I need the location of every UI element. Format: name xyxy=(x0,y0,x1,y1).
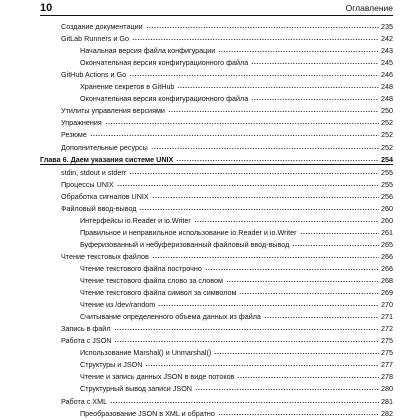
toc-entry-page: 266 xyxy=(381,263,393,273)
toc-row xyxy=(40,189,393,201)
toc-row xyxy=(40,309,393,321)
toc-entry-page: 260 xyxy=(381,203,393,213)
toc-row xyxy=(40,273,393,285)
dot-leader xyxy=(177,86,379,89)
toc-entry-page: 270 xyxy=(381,300,393,310)
toc-entry-title: Работа с JSON xyxy=(61,336,112,346)
toc-row xyxy=(40,55,393,67)
toc-entry-title: Окончательная версия конфигурационного файла xyxy=(80,94,249,104)
toc-entry-title: Утилиты управления версиями xyxy=(61,106,165,116)
toc-entry-title: Буферизованный и небуферизованный файловый ввод-вывод xyxy=(80,239,290,249)
dot-leader xyxy=(90,134,379,137)
dot-leader xyxy=(205,268,379,271)
toc-entry-title: GitLab Runners и Go xyxy=(61,34,129,44)
dot-leader xyxy=(264,316,379,319)
dot-leader xyxy=(176,159,379,162)
dot-leader xyxy=(158,304,379,307)
toc-entry-title: Чтение текстовых файлов xyxy=(61,251,149,261)
toc-entry-title: stdin, stdout и stderr xyxy=(61,167,127,177)
dot-leader xyxy=(146,26,379,29)
dot-leader xyxy=(114,328,379,331)
toc-entry-page: 281 xyxy=(381,396,393,406)
toc-entry-page: 280 xyxy=(381,384,393,394)
toc-entry-page: 278 xyxy=(381,372,393,382)
toc-entry-title: Окончательная версия конфигурационного файла xyxy=(80,58,249,68)
toc-entry-page: 243 xyxy=(381,46,393,56)
toc-entry-title: Структурный вывод записи JSON xyxy=(80,384,192,394)
toc-entry-page: 261 xyxy=(381,227,393,237)
toc-entry-page: 246 xyxy=(381,70,393,80)
toc-entry-title: Резюме xyxy=(61,130,87,140)
toc-row xyxy=(40,321,393,333)
toc-row xyxy=(40,79,393,91)
toc-entry-page: 252 xyxy=(381,142,393,152)
toc-entry-title: Файловый ввод-вывод xyxy=(61,203,137,213)
toc-row xyxy=(40,91,393,103)
toc-entry-page: 254 xyxy=(381,154,393,164)
toc-entry-title: Структуры и JSON xyxy=(80,360,143,370)
dot-leader xyxy=(105,122,379,125)
toc-entry-title: Обработка сигналов UNIX xyxy=(61,191,149,201)
dot-leader xyxy=(152,256,379,259)
dot-leader xyxy=(251,62,379,65)
dot-leader xyxy=(292,244,379,247)
dot-leader xyxy=(114,340,379,343)
toc-entry-page: 260 xyxy=(381,215,393,225)
dot-leader xyxy=(129,74,379,77)
toc-entry-page: 271 xyxy=(381,312,393,322)
dot-leader xyxy=(251,98,379,101)
dot-leader xyxy=(214,352,379,355)
dot-leader xyxy=(195,388,379,391)
toc-entry-page: 272 xyxy=(381,324,393,334)
toc-entry-page: 268 xyxy=(381,276,393,286)
toc-row xyxy=(40,31,393,43)
toc-entry-page: 248 xyxy=(381,82,393,92)
dot-leader xyxy=(132,38,379,41)
toc-entry-page: 275 xyxy=(381,336,393,346)
toc-entry-page: 250 xyxy=(381,106,393,116)
toc-entry-title: Глава 6. Даем указания системе UNIX xyxy=(40,154,174,164)
toc-entry-title: Работа с XML xyxy=(61,396,108,406)
toc-entry-title: Преобразование JSON в XML и обратно xyxy=(80,408,215,418)
toc-row xyxy=(40,43,393,55)
toc-entry-title: Процессы UNIX xyxy=(61,179,114,189)
header-rule xyxy=(40,15,393,16)
toc-entry-title: Создание документации xyxy=(61,22,143,32)
toc-entry-title: Хранение секретов в GitHub xyxy=(80,82,175,92)
running-head-title: Оглавление xyxy=(345,3,393,13)
toc-entry-page: 277 xyxy=(381,360,393,370)
toc-entry-page: 282 xyxy=(381,408,393,418)
toc-entry-title: Запись в файл xyxy=(61,324,111,334)
toc-entry-page: 252 xyxy=(381,118,393,128)
dot-leader xyxy=(218,50,379,53)
toc-row xyxy=(40,213,393,225)
toc-row xyxy=(40,285,393,297)
toc-row xyxy=(40,345,393,357)
toc-entry-title: Упражнения xyxy=(61,118,102,128)
toc-row xyxy=(40,297,393,309)
dot-leader xyxy=(145,364,379,367)
toc-entry-page: 245 xyxy=(381,58,393,68)
toc-row xyxy=(40,333,393,345)
toc-row xyxy=(40,127,393,139)
toc-entry-page: 248 xyxy=(381,94,393,104)
toc-entry-title: GitHub Actions и Go xyxy=(61,70,127,80)
toc-entry-title: Чтение текстового файла символ за символом xyxy=(80,288,237,298)
dot-leader xyxy=(218,413,379,416)
toc-entry-title: Чтение и запись данных JSON в виде потоков xyxy=(80,372,235,382)
toc-entry-page: 265 xyxy=(381,239,393,249)
toc-entry-page: 252 xyxy=(381,130,393,140)
toc-row xyxy=(40,393,393,405)
dot-leader xyxy=(226,280,379,283)
dot-leader xyxy=(151,147,379,150)
dot-leader xyxy=(139,208,379,211)
dot-leader xyxy=(194,220,379,223)
toc-row xyxy=(40,115,393,127)
table-of-contents xyxy=(40,19,393,418)
toc-row xyxy=(40,19,393,31)
toc-entry-page: 269 xyxy=(381,288,393,298)
toc-entry-title: Чтение текстового файла построчно xyxy=(80,263,202,273)
page-number: 10 xyxy=(40,2,53,14)
dot-leader xyxy=(239,292,379,295)
toc-row xyxy=(40,67,393,79)
toc-entry-title: Чтение текстового файла слово за словом xyxy=(80,276,223,286)
running-header xyxy=(40,0,393,14)
toc-row xyxy=(40,261,393,273)
toc-row xyxy=(40,225,393,237)
toc-row xyxy=(40,139,393,151)
toc-entry-title: Считывание определенного объема данных из файла xyxy=(80,312,261,322)
toc-row xyxy=(40,381,393,393)
toc-entry-page: 275 xyxy=(381,348,393,358)
toc-row xyxy=(40,369,393,381)
toc-entry-page: 256 xyxy=(381,191,393,201)
dot-leader xyxy=(237,376,379,379)
toc-row xyxy=(40,103,393,115)
toc-entry-title: Использование Marshal() и Unmarshal() xyxy=(80,348,212,358)
toc-entry-page: 255 xyxy=(381,167,393,177)
toc-entry-title: Чтение из /dev/random xyxy=(80,300,156,310)
dot-leader xyxy=(117,184,379,187)
toc-entry-title: Начальная версия файла конфигурации xyxy=(80,46,216,56)
toc-entry-page: 235 xyxy=(381,22,393,32)
toc-row xyxy=(40,164,393,177)
toc-row xyxy=(40,237,393,249)
toc-entry-page: 242 xyxy=(381,34,393,44)
toc-row xyxy=(40,406,393,418)
toc-chapter-row xyxy=(40,152,393,164)
dot-leader xyxy=(110,401,379,404)
toc-row xyxy=(40,201,393,213)
toc-row xyxy=(40,357,393,369)
toc-entry-page: 255 xyxy=(381,179,393,189)
toc-entry-page: 266 xyxy=(381,251,393,261)
toc-row xyxy=(40,177,393,189)
toc-row xyxy=(40,249,393,261)
dot-leader xyxy=(168,110,379,113)
dot-leader xyxy=(152,196,379,199)
dot-leader xyxy=(300,232,380,235)
toc-entry-title: Интерфейсы io.Reader и io.Writer xyxy=(80,215,191,225)
dot-leader xyxy=(129,172,379,175)
toc-entry-title: Правильное и неправильное использование io.Reader и io.Writer xyxy=(80,227,297,237)
toc-entry-title: Дополнительные ресурсы xyxy=(61,142,148,152)
